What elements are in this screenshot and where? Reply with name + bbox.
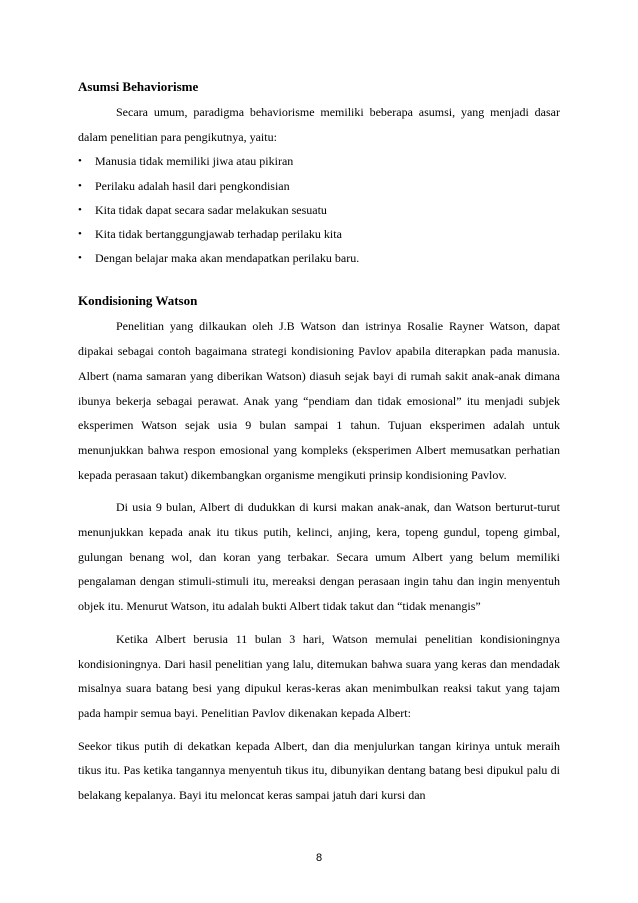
list-item-text: Kita tidak bertanggungjawab terhadap perilaku kita [95,227,342,242]
assumption-list [78,149,560,270]
section-heading-asumsi: Asumsi Behaviorisme [78,79,199,94]
list-item-text: Manusia tidak memiliki jiwa atau pikiran [95,154,294,169]
intro-paragraph: Secara umum, paradigma behaviorisme memiliki beberapa asumsi, yang menjadi dasar dalam penelitian para pengikutnya, yaitu: [78,105,560,144]
bullet-icon: • [78,203,82,216]
list-item-text: Kita tidak dapat secara sadar melakukan sesuatu [95,202,327,217]
section-heading-watson: Kondisioning Watson [78,293,198,309]
paragraph-albert-9-months: Di usia 9 bulan, Albert di dudukkan di kursi makan anak-anak, dan Watson berturut-turut menunjukkan kepada anak itu tikus putih, kelinci, anjing, kera, topeng gundul, topeng gimbal, gulungan benang wol, dan koran yang terbakar. Secara umum Albert yang belum memiliki pengalaman dengan stimuli-stimuli itu, mereaksi dengan perasaan ingin tahu dan ingin menyentuh objek itu. Menurut Watson, itu adalah bukti Albert tidak takut dan “tidak menangis” [78,500,560,614]
list-item [78,222,560,246]
list-item [78,174,560,198]
document-page [78,74,560,808]
paragraph-watson-intro: Penelitian yang dilkaukan oleh J.B Watson dan istrinya Rosalie Rayner Watson, dapat dipakai sebagai contoh bagaimana strategi kondisioning Pavlov apabila diterapkan pada manusia. Albert (nama samaran yang diberikan Watson) diasuh sejak bayi di rumah sakit anak-anak dimana ibunya bekerja sebagai perawat. Anak yang “pendiam dan tidak emosional” itu menjadi subjek eksperimen Watson sejak usia 9 bulan sampai 1 tahun. Tujuan eksperimen adalah untuk menunjukkan bahwa respon emosional yang kompleks (eksperimen Albert memusatkan perhatian kepada perasaan takut) dikembangkan organisme mengikuti prinsip kondisioning Pavlov. [78,319,560,482]
list-item [78,149,560,173]
list-item-text: Perilaku adalah hasil dari pengkondisian [95,178,290,193]
paragraph-white-rat: Seekor tikus putih di dekatkan kepada Albert, dan dia menjulurkan tangan kirinya untuk meraih tikus itu. Pas ketika tangannya menyentuh tikus itu, dibunyikan dentang batang besi dipukul palu di belakang kepalanya. Bayi itu meloncat keras sampai jatuh dari kursi dan [78,738,560,803]
bullet-icon: • [78,252,82,265]
bullet-icon: • [78,179,82,192]
page-number: 8 [315,852,323,864]
list-item-text: Dengan belajar maka akan mendapatkan perilaku baru. [95,251,360,266]
list-item [78,246,560,270]
list-item [78,198,560,222]
section-kondisioning-watson [78,288,560,807]
bullet-icon: • [78,155,82,168]
bullet-icon: • [78,228,82,241]
paragraph-albert-11-months: Ketika Albert berusia 11 bulan 3 hari, Watson memulai penelitian kondisioningnya kondisioningnya. Dari hasil penelitian yang lalu, ditemukan bahwa suara yang keras dan mendadak misalnya suara batang besi yang dipukul keras-keras akan menimbulkan reaksi takut yang tajam pada hampir semua bayi. Penelitian Pavlov dikenakan kepada Albert: [78,631,560,720]
